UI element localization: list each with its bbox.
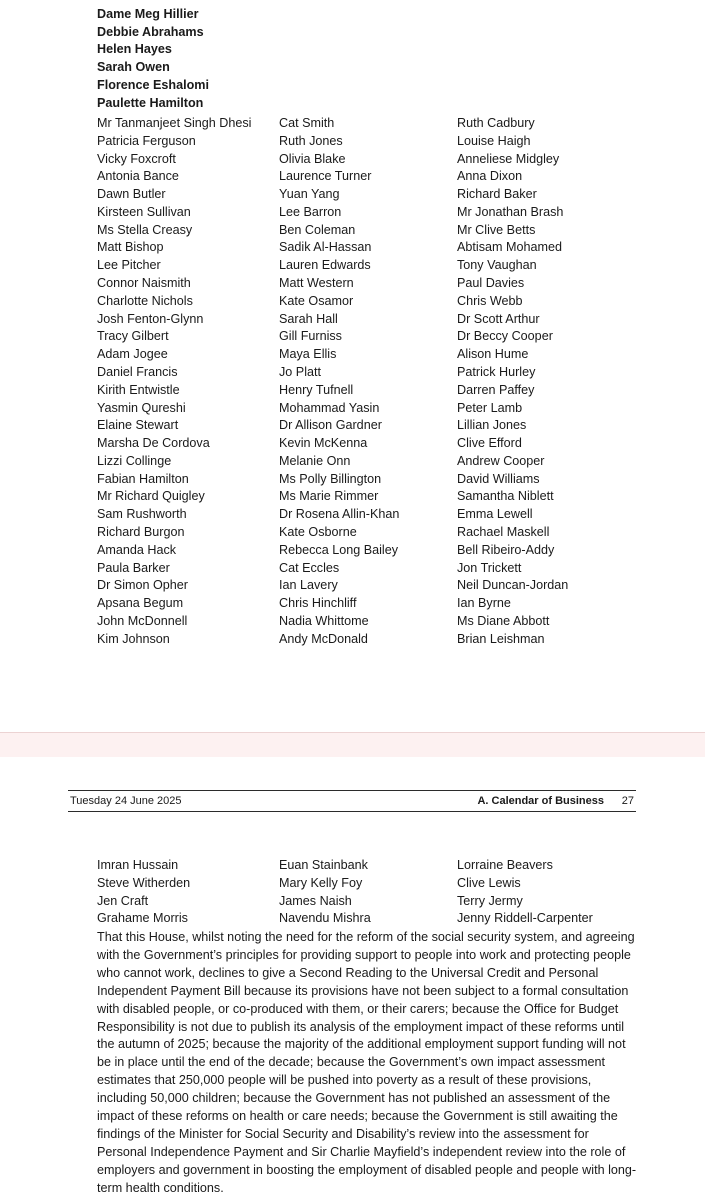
member-name: Lee Barron — [279, 204, 342, 219]
member-name: Patricia Ferguson — [97, 133, 196, 148]
member-name: Henry Tufnell — [279, 382, 354, 397]
member-name: Euan Stainbank — [279, 858, 368, 872]
top-names-column-3 — [457, 115, 568, 648]
member-name: Sadik Al-Hassan — [279, 240, 372, 255]
member-name: Dr Allison Gardner — [279, 418, 382, 433]
member-name: Chris Hinchliff — [279, 596, 357, 611]
header-section-title: A. Calendar of Business — [477, 795, 604, 807]
member-name: Lillian Jones — [457, 418, 527, 433]
member-name: Mohammad Yasin — [279, 400, 380, 415]
member-name: Dr Simon Opher — [97, 578, 188, 593]
member-name: Apsana Begum — [97, 596, 184, 611]
member-name: Navendu Mishra — [279, 911, 371, 926]
member-name: Kate Osborne — [279, 524, 357, 539]
member-name: Brian Leishman — [457, 631, 545, 646]
member-name: Ms Diane Abbott — [457, 613, 550, 628]
member-name: Ruth Jones — [279, 133, 343, 148]
member-name: Jon Trickett — [457, 560, 522, 575]
lead-name: Debbie Abrahams — [97, 24, 204, 39]
member-name: Vicky Foxcroft — [97, 151, 176, 166]
member-name: Darren Paffey — [457, 382, 535, 397]
member-name: Olivia Blake — [279, 151, 346, 166]
member-name: Kevin McKenna — [279, 436, 368, 451]
member-name: Mr Jonathan Brash — [457, 204, 564, 219]
member-name: Mr Richard Quigley — [97, 489, 205, 504]
header-page-number: 27 — [621, 795, 634, 807]
top-names-column-2 — [279, 115, 399, 648]
member-name: Ben Coleman — [279, 222, 356, 237]
member-name: Samantha Niblett — [457, 489, 554, 504]
lead-name: Florence Eshalomi — [97, 77, 209, 92]
member-name: Rebecca Long Bailey — [279, 542, 399, 557]
member-name: Matt Bishop — [97, 240, 164, 255]
member-name: Mr Clive Betts — [457, 222, 536, 237]
member-name: Lee Pitcher — [97, 258, 161, 273]
motion-text: That this House, whilst noting the need for the reform of the social security system, and agreeing with the Government’s principles for providing support to people into work and protecting people who cannot work, declines to give a Second Reading to the Universal Credit and Personal Independent Payment Bill because its provisions have not been subject to a formal consultation with disabled people, or co-produced with them, or their carers; because the Office for Budget Responsibility is not due to publish its analysis of the employment impact of these reforms until the autumn of 2025; because the majority of the additional employment support funding will not be in place until the end of the decade; because the Government’s own impact assessment estimates that 250,000 people will be pushed into poverty as a result of these provisions, including 50,000 children; because the Government has not published an assessment of the impact of these reforms on health or care needs; because the Government is still awaiting the findings of the Minister for Social Security and Disability’s review into the assessment for Personal Independence Payment and Sir Charlie Mayfield’s independent review into the role of employers and government in boosting the employment of disabled people and people with long-term health conditions. — [97, 930, 637, 1195]
member-name: Richard Burgon — [97, 524, 185, 539]
member-name: Andy McDonald — [279, 631, 368, 646]
lead-name: Helen Hayes — [97, 42, 172, 57]
member-name: Matt Western — [279, 276, 354, 291]
member-name: Marsha De Cordova — [97, 436, 210, 451]
member-name: Alison Hume — [457, 347, 529, 362]
member-name: Jen Craft — [97, 893, 149, 908]
bottom-names-column-3 — [457, 857, 593, 928]
bottom-names-column-2 — [279, 857, 371, 928]
member-name: James Naish — [279, 893, 352, 908]
lead-name: Paulette Hamilton — [97, 95, 204, 110]
member-name: Daniel Francis — [97, 364, 178, 379]
member-name: Yuan Yang — [279, 187, 340, 202]
member-name: Dr Rosena Allin-Khan — [279, 507, 400, 522]
member-name: Sam Rushworth — [97, 507, 187, 522]
member-name: Kim Johnson — [97, 631, 170, 646]
member-name: Emma Lewell — [457, 507, 533, 522]
member-name: Louise Haigh — [457, 133, 531, 148]
member-name: Dr Scott Arthur — [457, 311, 540, 326]
member-name: Maya Ellis — [279, 347, 337, 362]
member-name: Terry Jermy — [457, 893, 523, 908]
member-name: Charlotte Nichols — [97, 293, 193, 308]
member-name: Laurence Turner — [279, 169, 372, 184]
member-name: Steve Witherden — [97, 875, 191, 890]
member-name: Peter Lamb — [457, 400, 523, 415]
member-name: Antonia Bance — [97, 169, 179, 184]
member-name: Jo Platt — [279, 364, 321, 379]
member-name: Jenny Riddell-Carpenter — [457, 911, 593, 926]
member-name: Neil Duncan-Jordan — [457, 578, 569, 593]
member-name: Kirith Entwistle — [97, 382, 180, 397]
bottom-names-column-1 — [97, 857, 190, 928]
member-name: Cat Smith — [279, 116, 335, 130]
member-name: Anna Dixon — [457, 169, 523, 184]
top-names-column-1 — [97, 115, 251, 648]
member-name: Gill Furniss — [279, 329, 342, 344]
member-name: Sarah Hall — [279, 311, 338, 326]
member-name: Josh Fenton-Glynn — [97, 311, 204, 326]
member-name: Ms Polly Billington — [279, 471, 382, 486]
member-name: Nadia Whittome — [279, 613, 369, 628]
header-date: Tuesday 24 June 2025 — [70, 795, 182, 807]
member-name: Yasmin Qureshi — [97, 400, 186, 415]
member-name: Connor Naismith — [97, 276, 191, 291]
member-name: Lorraine Beavers — [457, 858, 553, 872]
member-name: Amanda Hack — [97, 542, 177, 557]
member-name: Paul Davies — [457, 276, 525, 291]
bottom-page — [0, 757, 705, 1200]
member-name: Tracy Gilbert — [97, 329, 169, 344]
member-name: Chris Webb — [457, 293, 523, 308]
member-name: Dawn Butler — [97, 187, 166, 202]
member-name: Ms Stella Creasy — [97, 222, 193, 237]
member-name: Lauren Edwards — [279, 258, 371, 273]
member-name: Cat Eccles — [279, 560, 340, 575]
member-name: Anneliese Midgley — [457, 151, 560, 166]
member-name: John McDonnell — [97, 613, 188, 628]
member-name: Mary Kelly Foy — [279, 875, 363, 890]
member-name: Ian Byrne — [457, 596, 511, 611]
member-name: Ruth Cadbury — [457, 116, 535, 130]
member-name: Adam Jogee — [97, 347, 168, 362]
member-name: Elaine Stewart — [97, 418, 179, 433]
member-name: Fabian Hamilton — [97, 471, 189, 486]
member-name: Grahame Morris — [97, 911, 188, 926]
member-name: Abtisam Mohamed — [457, 240, 562, 255]
member-name: Bell Ribeiro-Addy — [457, 542, 555, 557]
member-name: Clive Efford — [457, 436, 522, 451]
lead-name: Sarah Owen — [97, 60, 170, 75]
member-name: Patrick Hurley — [457, 364, 536, 379]
member-name: Tony Vaughan — [457, 258, 537, 273]
member-name: Rachael Maskell — [457, 524, 550, 539]
member-name: Kirsteen Sullivan — [97, 204, 191, 219]
lead-names-list — [97, 6, 209, 112]
member-name: Andrew Cooper — [457, 453, 545, 468]
member-name: Kate Osamor — [279, 293, 354, 308]
page-break — [0, 732, 705, 758]
member-name: Dr Beccy Cooper — [457, 329, 553, 344]
member-name: Clive Lewis — [457, 875, 521, 890]
member-name: Imran Hussain — [97, 858, 179, 872]
lead-name: Dame Meg Hillier — [97, 7, 199, 21]
member-name: Melanie Onn — [279, 453, 351, 468]
member-name: Ms Marie Rimmer — [279, 489, 379, 504]
member-name: Lizzi Collinge — [97, 453, 172, 468]
member-name: Paula Barker — [97, 560, 170, 575]
member-name: Richard Baker — [457, 187, 537, 202]
member-name: Ian Lavery — [279, 578, 338, 593]
member-name: David Williams — [457, 471, 540, 486]
running-header — [68, 790, 636, 812]
member-name: Mr Tanmanjeet Singh Dhesi — [97, 116, 252, 130]
